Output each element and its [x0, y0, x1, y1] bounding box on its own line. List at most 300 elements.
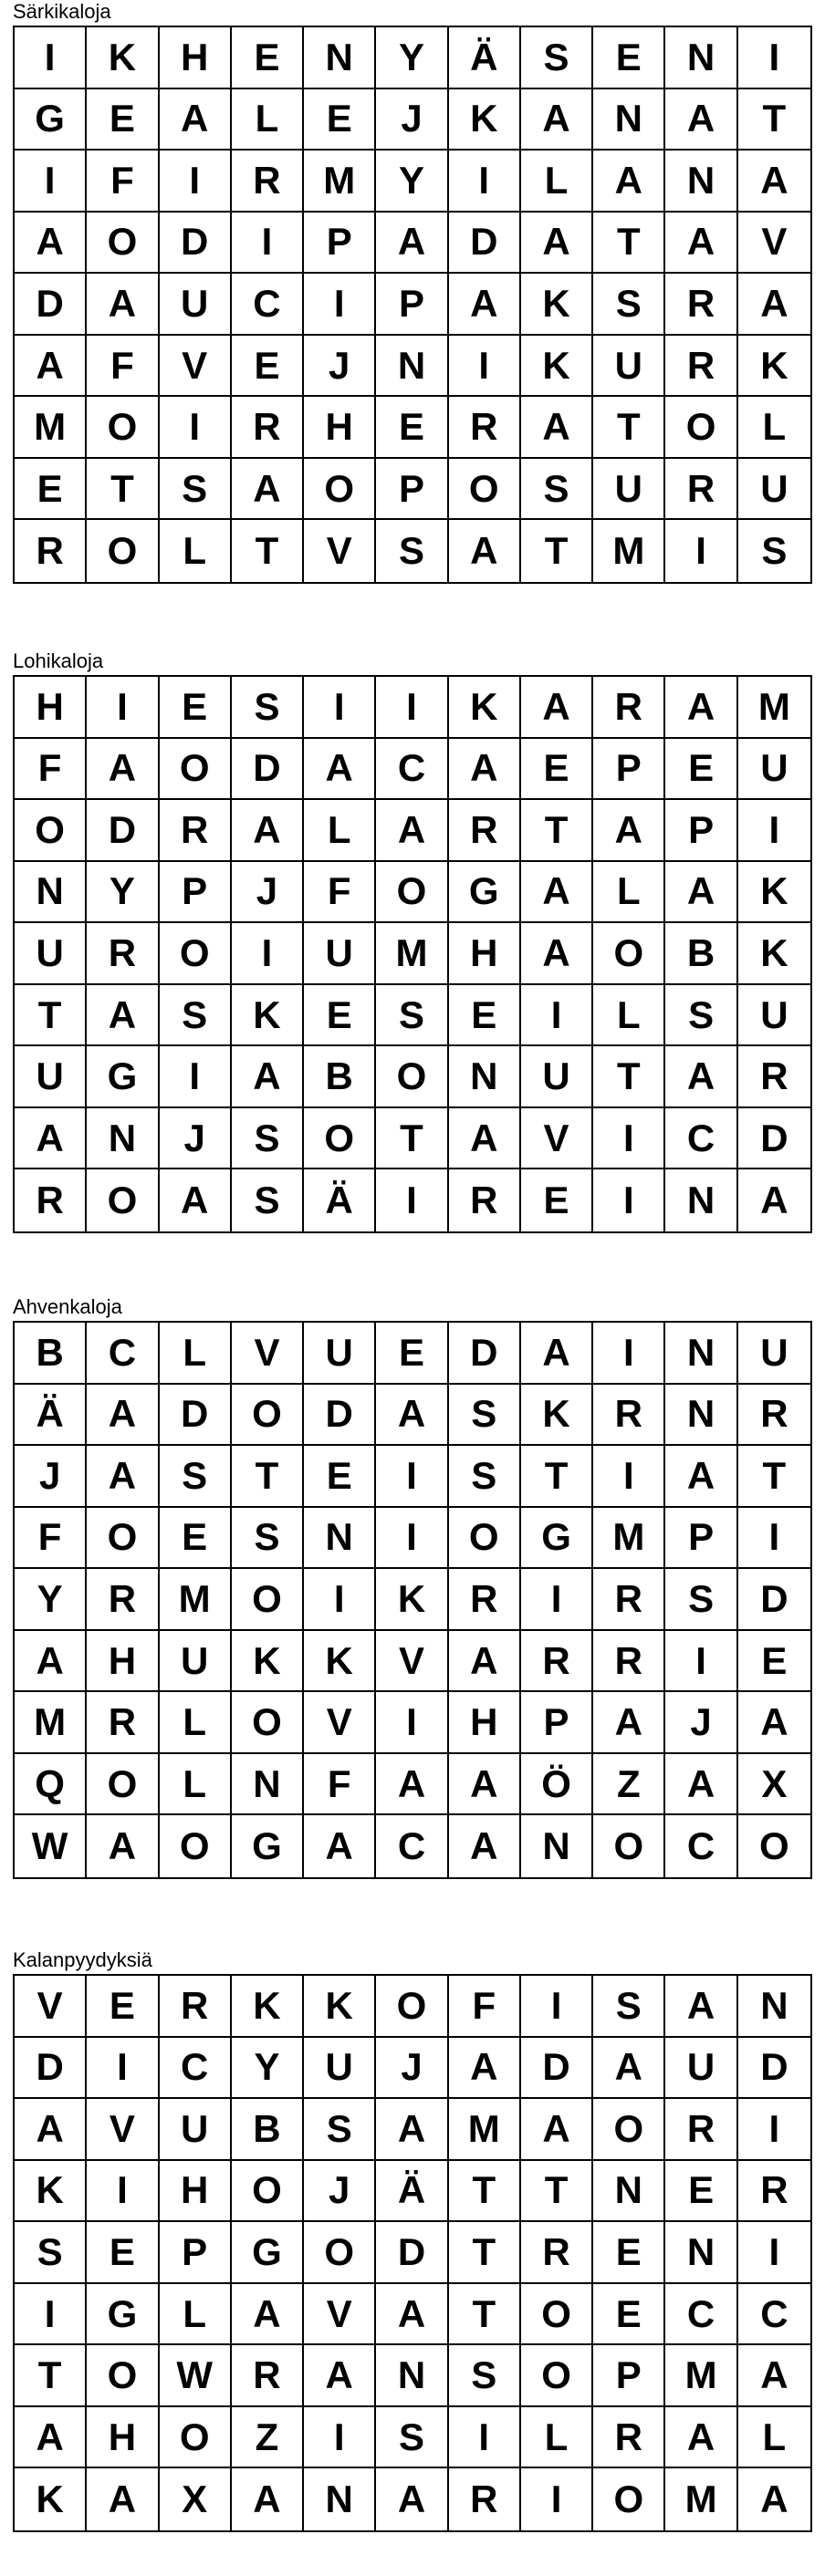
grid-cell: G — [449, 862, 521, 924]
grid-cell: Ä — [449, 27, 521, 89]
grid-cell: S — [449, 1385, 521, 1447]
grid-cell: I — [449, 2407, 521, 2469]
grid-cell: S — [521, 459, 593, 521]
grid-cell: E — [232, 27, 304, 89]
grid-cell: A — [449, 520, 521, 582]
grid-cell: A — [521, 89, 593, 151]
grid-cell: R — [449, 1569, 521, 1631]
grid-cell: R — [738, 1385, 810, 1447]
grid-cell: G — [521, 1508, 593, 1570]
grid-cell: O — [521, 2345, 593, 2407]
grid-cell: E — [160, 677, 232, 739]
grid-cell: H — [449, 923, 521, 985]
letter-grid — [13, 26, 812, 584]
grid-cell: D — [232, 739, 304, 801]
grid-cell: E — [87, 1976, 159, 2038]
grid-cell: R — [449, 2468, 521, 2530]
grid-cell: S — [665, 1569, 737, 1631]
grid-cell: R — [449, 1169, 521, 1231]
grid-cell: U — [738, 739, 810, 801]
grid-cell: U — [593, 336, 665, 398]
grid-cell: O — [376, 1976, 448, 2038]
grid-cell: H — [87, 1631, 159, 1693]
grid-cell: R — [593, 677, 665, 739]
grid-cell: S — [15, 2222, 87, 2284]
grid-cell: R — [665, 336, 737, 398]
grid-cell: C — [665, 2284, 737, 2346]
grid-cell: T — [593, 397, 665, 459]
grid-cell: I — [160, 397, 232, 459]
grid-cell: R — [449, 397, 521, 459]
grid-cell: O — [449, 459, 521, 521]
grid-cell: T — [738, 89, 810, 151]
grid-cell: G — [232, 1815, 304, 1877]
grid-cell: I — [304, 2407, 376, 2469]
grid-cell: K — [376, 1569, 448, 1631]
grid-cell: C — [665, 1108, 737, 1170]
grid-cell: M — [304, 151, 376, 213]
grid-cell: A — [665, 1754, 737, 1816]
grid-cell: S — [593, 1976, 665, 2038]
grid-cell: A — [521, 677, 593, 739]
grid-cell: N — [738, 1976, 810, 2038]
grid-cell: D — [160, 213, 232, 275]
grid-cell: D — [15, 274, 87, 336]
grid-cell: R — [160, 800, 232, 862]
grid-cell: N — [593, 89, 665, 151]
grid-cell: C — [738, 2284, 810, 2346]
grid-cell: E — [376, 1323, 448, 1385]
grid-cell: I — [593, 1446, 665, 1508]
grid-cell: V — [738, 213, 810, 275]
grid-cell: N — [87, 1108, 159, 1170]
grid-cell: N — [304, 2468, 376, 2530]
grid-cell: T — [521, 520, 593, 582]
grid-cell: G — [15, 89, 87, 151]
grid-cell: P — [160, 862, 232, 924]
grid-cell: J — [376, 89, 448, 151]
grid-cell: F — [15, 1508, 87, 1570]
grid-cell: J — [665, 1692, 737, 1754]
grid-cell: I — [521, 1569, 593, 1631]
grid-cell: O — [593, 923, 665, 985]
grid-cell: D — [376, 2222, 448, 2284]
grid-cell: A — [521, 923, 593, 985]
grid-cell: U — [15, 923, 87, 985]
grid-cell: X — [738, 1754, 810, 1816]
grid-cell: N — [376, 336, 448, 398]
grid-cell: I — [449, 151, 521, 213]
grid-cell: I — [160, 151, 232, 213]
grid-cell: L — [160, 1754, 232, 1816]
grid-cell: R — [593, 2407, 665, 2469]
grid-cell: I — [738, 1508, 810, 1570]
grid-cell: E — [665, 739, 737, 801]
grid-cell: U — [665, 2038, 737, 2100]
grid-cell: X — [160, 2468, 232, 2530]
grid-cell: E — [593, 27, 665, 89]
grid-cell: I — [738, 2222, 810, 2284]
grid-cell: S — [160, 459, 232, 521]
grid-cell: D — [521, 2038, 593, 2100]
grid-cell: A — [738, 1692, 810, 1754]
grid-cell: O — [87, 213, 159, 275]
grid-cell: R — [521, 1631, 593, 1693]
grid-cell: O — [304, 1108, 376, 1170]
grid-cell: F — [304, 862, 376, 924]
grid-cell: I — [665, 520, 737, 582]
grid-cell: R — [449, 800, 521, 862]
grid-cell: O — [87, 1754, 159, 1816]
grid-cell: U — [160, 2099, 232, 2161]
grid-cell: E — [593, 2222, 665, 2284]
grid-cell: G — [87, 1046, 159, 1108]
grid-cell: I — [593, 1169, 665, 1231]
grid-cell: A — [87, 985, 159, 1047]
grid-cell: O — [87, 1169, 159, 1231]
grid-cell: A — [738, 274, 810, 336]
grid-cell: N — [15, 862, 87, 924]
grid-cell: E — [449, 985, 521, 1047]
grid-cell: A — [521, 213, 593, 275]
grid-cell: O — [449, 1508, 521, 1570]
grid-cell: S — [665, 985, 737, 1047]
grid-cell: C — [376, 739, 448, 801]
grid-cell: A — [449, 1631, 521, 1693]
grid-cell: R — [15, 520, 87, 582]
grid-cell: I — [521, 1976, 593, 2038]
grid-cell: H — [15, 677, 87, 739]
grid-cell: A — [665, 89, 737, 151]
grid-cell: T — [521, 2161, 593, 2223]
grid-cell: M — [738, 677, 810, 739]
grid-cell: P — [593, 2345, 665, 2407]
grid-cell: O — [304, 2222, 376, 2284]
grid-cell: L — [160, 1323, 232, 1385]
grid-cell: R — [665, 459, 737, 521]
grid-cell: S — [160, 1446, 232, 1508]
grid-cell: L — [738, 2407, 810, 2469]
grid-cell: A — [304, 739, 376, 801]
grid-cell: A — [665, 1046, 737, 1108]
grid-cell: A — [665, 1976, 737, 2038]
grid-cell: O — [232, 1692, 304, 1754]
grid-cell: A — [449, 274, 521, 336]
grid-cell: S — [521, 27, 593, 89]
grid-cell: R — [232, 2345, 304, 2407]
grid-cell: A — [87, 1446, 159, 1508]
grid-cell: P — [376, 274, 448, 336]
grid-cell: L — [593, 985, 665, 1047]
grid-cell: F — [449, 1976, 521, 2038]
grid-cell: A — [449, 1815, 521, 1877]
grid-cell: O — [87, 520, 159, 582]
grid-cell: U — [160, 1631, 232, 1693]
grid-cell: A — [449, 2038, 521, 2100]
grid-cell: P — [593, 739, 665, 801]
grid-cell: A — [738, 2345, 810, 2407]
grid-cell: E — [376, 397, 448, 459]
grid-cell: U — [304, 1323, 376, 1385]
grid-cell: M — [665, 2468, 737, 2530]
grid-cell: P — [376, 459, 448, 521]
grid-cell: T — [449, 2161, 521, 2223]
grid-cell: V — [232, 1323, 304, 1385]
grid-cell: K — [232, 1631, 304, 1693]
grid-cell: S — [376, 520, 448, 582]
grid-cell: F — [87, 336, 159, 398]
grid-cell: O — [15, 800, 87, 862]
grid-cell: S — [232, 1169, 304, 1231]
grid-cell: L — [232, 89, 304, 151]
grid-cell: I — [232, 923, 304, 985]
grid-cell: I — [521, 2468, 593, 2530]
grid-cell: O — [521, 2284, 593, 2346]
grid-cell: O — [160, 739, 232, 801]
grid-cell: A — [665, 862, 737, 924]
grid-cell: Q — [15, 1754, 87, 1816]
grid-cell: T — [15, 985, 87, 1047]
puzzle-title: Kalanpyydyksiä — [13, 1948, 152, 1971]
grid-cell: J — [15, 1446, 87, 1508]
grid-cell: L — [304, 800, 376, 862]
grid-cell: E — [304, 985, 376, 1047]
grid-cell: I — [15, 27, 87, 89]
grid-cell: A — [738, 151, 810, 213]
grid-cell: V — [376, 1631, 448, 1693]
grid-cell: Y — [376, 27, 448, 89]
grid-cell: A — [87, 1385, 159, 1447]
grid-cell: D — [449, 1323, 521, 1385]
grid-cell: T — [521, 800, 593, 862]
grid-cell: N — [665, 27, 737, 89]
grid-cell: Z — [593, 1754, 665, 1816]
grid-cell: P — [521, 1692, 593, 1754]
grid-cell: H — [160, 2161, 232, 2223]
grid-cell: J — [160, 1108, 232, 1170]
grid-cell: K — [521, 336, 593, 398]
grid-cell: K — [449, 677, 521, 739]
grid-cell: W — [15, 1815, 87, 1877]
grid-cell: A — [87, 2468, 159, 2530]
grid-cell: O — [376, 1046, 448, 1108]
grid-cell: E — [304, 1446, 376, 1508]
grid-cell: P — [304, 213, 376, 275]
grid-cell: I — [376, 1169, 448, 1231]
grid-cell: A — [232, 800, 304, 862]
grid-cell: A — [376, 213, 448, 275]
grid-cell: V — [304, 520, 376, 582]
grid-cell: A — [232, 459, 304, 521]
grid-cell: I — [593, 1323, 665, 1385]
grid-cell: T — [449, 2222, 521, 2284]
grid-cell: A — [15, 2099, 87, 2161]
grid-cell: Ä — [15, 1385, 87, 1447]
grid-cell: A — [593, 800, 665, 862]
grid-cell: U — [304, 2038, 376, 2100]
grid-cell: A — [15, 213, 87, 275]
grid-cell: R — [738, 1046, 810, 1108]
grid-cell: I — [665, 1631, 737, 1693]
grid-cell: I — [87, 677, 159, 739]
grid-cell: J — [304, 336, 376, 398]
grid-cell: R — [15, 1169, 87, 1231]
grid-cell: O — [160, 1815, 232, 1877]
grid-cell: K — [232, 985, 304, 1047]
grid-cell: B — [665, 923, 737, 985]
grid-cell: S — [376, 985, 448, 1047]
grid-cell: O — [759, 1824, 789, 1868]
grid-cell: T — [232, 520, 304, 582]
grid-cell: I — [87, 2161, 159, 2223]
grid-cell: V — [304, 1692, 376, 1754]
grid-cell: N — [449, 1046, 521, 1108]
grid-cell: P — [160, 2222, 232, 2284]
grid-cell: L — [160, 520, 232, 582]
grid-cell: U — [593, 459, 665, 521]
grid-cell: O — [593, 2099, 665, 2161]
grid-cell: O — [376, 862, 448, 924]
grid-cell: Y — [376, 151, 448, 213]
grid-cell: A — [376, 1754, 448, 1816]
grid-cell: D — [449, 213, 521, 275]
grid-cell: G — [87, 2284, 159, 2346]
letter-grid — [13, 675, 812, 1233]
grid-cell: F — [304, 1754, 376, 1816]
grid-cell: I — [593, 1108, 665, 1170]
grid-cell: I — [376, 677, 448, 739]
grid-cell: I — [521, 985, 593, 1047]
grid-cell: K — [15, 2161, 87, 2223]
grid-cell: D — [160, 1385, 232, 1447]
grid-cell: S — [449, 2345, 521, 2407]
grid-cell: A — [15, 1108, 87, 1170]
grid-cell: N — [665, 1169, 737, 1231]
grid-cell: J — [232, 862, 304, 924]
grid-cell: W — [160, 2345, 232, 2407]
grid-cell: U — [160, 274, 232, 336]
grid-cell: A — [232, 2284, 304, 2346]
grid-cell: L — [160, 1692, 232, 1754]
grid-cell: K — [304, 1976, 376, 2038]
grid-cell: T — [738, 1446, 810, 1508]
grid-cell: T — [449, 2284, 521, 2346]
grid-cell: E — [15, 459, 87, 521]
grid-cell: M — [449, 2099, 521, 2161]
grid-cell: K — [521, 1385, 593, 1447]
grid-cell: T — [232, 1446, 304, 1508]
grid-cell: P — [665, 1508, 737, 1570]
grid-cell: E — [521, 739, 593, 801]
grid-cell: A — [15, 336, 87, 398]
grid-cell: O — [304, 459, 376, 521]
grid-cell: K — [304, 1631, 376, 1693]
grid-cell: A — [593, 2038, 665, 2100]
grid-cell: C — [87, 1323, 159, 1385]
grid-cell: O — [87, 2345, 159, 2407]
grid-cell: Ä — [376, 2161, 448, 2223]
grid-cell: D — [304, 1385, 376, 1447]
grid-cell: Ö — [521, 1754, 593, 1816]
grid-cell: N — [304, 1508, 376, 1570]
grid-cell: R — [738, 2161, 810, 2223]
grid-cell: I — [376, 1446, 448, 1508]
grid-cell: A — [160, 89, 232, 151]
grid-cell: E — [304, 89, 376, 151]
grid-cell: I — [87, 2038, 159, 2100]
grid-cell: A — [521, 862, 593, 924]
grid-cell: E — [232, 336, 304, 398]
grid-cell: A — [376, 1385, 448, 1447]
grid-cell: O — [665, 397, 737, 459]
grid-cell: O — [232, 1569, 304, 1631]
grid-cell: A — [665, 677, 737, 739]
grid-cell: I — [449, 336, 521, 398]
grid-cell: M — [665, 2345, 737, 2407]
grid-cell: K — [521, 274, 593, 336]
grid-cell: M — [160, 1569, 232, 1631]
grid-cell: J — [304, 2161, 376, 2223]
grid-cell: V — [160, 336, 232, 398]
grid-cell: D — [87, 800, 159, 862]
grid-cell: L — [593, 862, 665, 924]
grid-cell: N — [232, 1754, 304, 1816]
grid-cell: N — [376, 2345, 448, 2407]
grid-cell: N — [304, 27, 376, 89]
grid-cell: R — [593, 1631, 665, 1693]
grid-cell: T — [593, 1046, 665, 1108]
grid-cell: L — [521, 151, 593, 213]
puzzle-title: Lohikaloja — [13, 649, 104, 672]
grid-cell: A — [521, 397, 593, 459]
grid-cell: S — [449, 1446, 521, 1508]
grid-cell: N — [665, 1323, 737, 1385]
grid-cell: R — [87, 923, 159, 985]
grid-cell: T — [593, 213, 665, 275]
grid-cell: T — [521, 1446, 593, 1508]
grid-cell: J — [376, 2038, 448, 2100]
grid-cell: M — [15, 1692, 87, 1754]
grid-cell: F — [15, 739, 87, 801]
grid-cell: U — [738, 1323, 810, 1385]
grid-cell: H — [304, 397, 376, 459]
grid-cell: A — [449, 1108, 521, 1170]
grid-cell: K — [449, 89, 521, 151]
grid-cell: U — [738, 459, 810, 521]
grid-cell: N — [521, 1815, 593, 1877]
puzzle-title: Särkikaloja — [13, 0, 111, 23]
grid-cell: K — [87, 27, 159, 89]
grid-cell: Z — [232, 2407, 304, 2469]
grid-cell: S — [232, 677, 304, 739]
grid-cell: A — [449, 1754, 521, 1816]
grid-cell: A — [593, 151, 665, 213]
grid-cell: U — [15, 1046, 87, 1108]
grid-cell: L — [521, 2407, 593, 2469]
grid-cell: S — [593, 274, 665, 336]
grid-cell: B — [15, 1323, 87, 1385]
grid-cell: S — [761, 529, 788, 573]
grid-cell: A — [232, 1046, 304, 1108]
grid-cell: D — [738, 1108, 810, 1170]
grid-cell: I — [376, 1692, 448, 1754]
grid-cell: V — [87, 2099, 159, 2161]
grid-cell: E — [665, 2161, 737, 2223]
grid-cell: A — [593, 1692, 665, 1754]
grid-cell: R — [665, 2099, 737, 2161]
grid-cell: K — [738, 336, 810, 398]
grid-cell: E — [593, 2284, 665, 2346]
